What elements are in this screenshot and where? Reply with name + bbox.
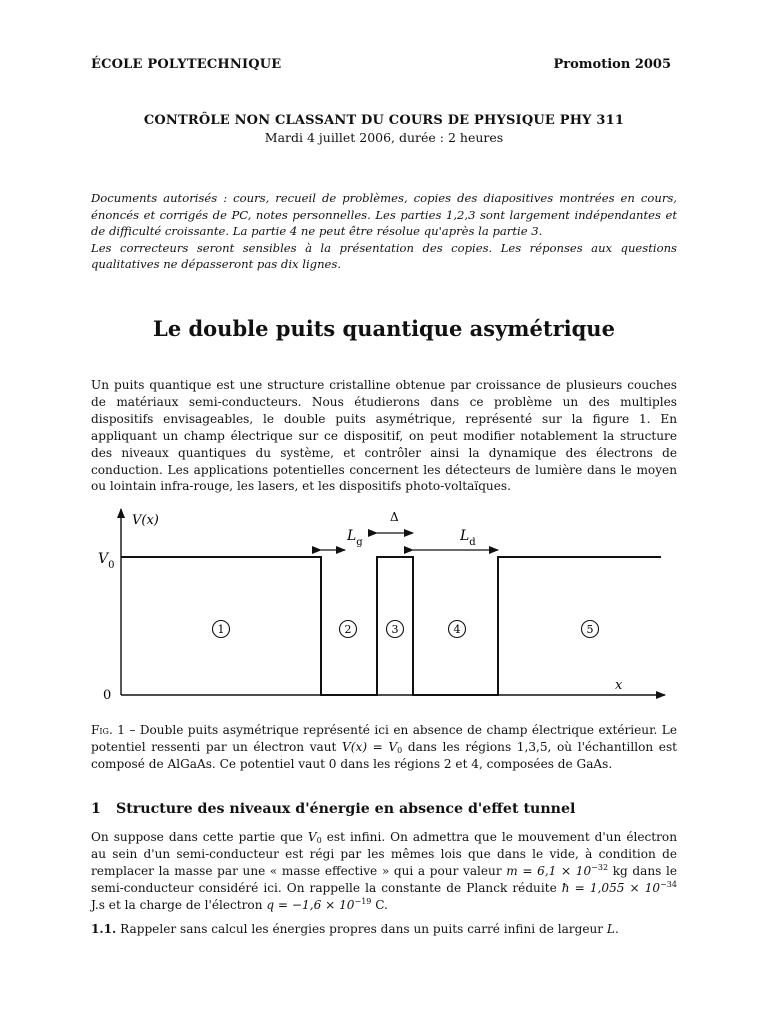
svg-text:1: 1: [217, 623, 225, 636]
lg-label: $L_g$: [347, 528, 363, 548]
svg-text:2: 2: [344, 623, 352, 636]
v0-label: $V_0$: [98, 551, 115, 571]
delta-label: Δ: [390, 510, 399, 524]
instructions-notice: [91, 190, 677, 273]
school-name: ÉCOLE POLYTECHNIQUE: [91, 57, 282, 72]
notice-line-1: Documents autorisés : cours, recueil de problèmes, copies des diapositives montrées en cours, énoncés et corrigés de PC, notes personnelles. Les parties 1,2,3 sont largement indépendantes et de difficulté croissante. La partie 4 ne peut être résolue qu'après la partie 3.: [91, 191, 677, 238]
region-5-marker: [582, 621, 599, 638]
section-1-heading: 1 Structure des niveaux d'énergie en absence d'effet tunnel: [91, 801, 576, 817]
section-1-paragraph: On suppose dans cette partie que $V_0$ est infini. On admettra que le mouvement d'un électron au sein d'un semi-conducteur est régi par les mêmes lois que dans le vide, à condition de remplacer la masse par une « masse effective » qui a pour valeur $m = 6,1 \times 10^{-32}$ kg dans le semi-conducteur considéré ici. On rappelle la constante de Planck réduite ħ = $1,055 \times 10^{-34}$ J.s et la charge de l'électron $q = -1,6 \times 10^{-19}$ C.: [91, 830, 678, 912]
question-1-1: 1.1. Rappeler sans calcul les énergies propres dans un puits carré infini de largeur L.: [91, 922, 619, 936]
y-axis-label: V(x): [132, 513, 159, 528]
region-4-marker: [449, 621, 466, 638]
ld-label: $L_d$: [460, 528, 476, 548]
svg-text:4: 4: [453, 623, 461, 636]
x-axis-label: x: [615, 678, 623, 693]
promotion: Promotion 2005: [553, 57, 671, 72]
svg-text:5: 5: [586, 623, 594, 636]
region-2-marker: [340, 621, 357, 638]
exam-title: CONTRÔLE NON CLASSANT DU COURS DE PHYSIQUE PHY 311: [143, 113, 625, 128]
zero-label: 0: [103, 688, 112, 703]
problem-title: Le double puits quantique asymétrique: [153, 316, 615, 341]
caption-prefix: Fig. 1: [91, 723, 125, 737]
region-1-marker: [213, 621, 230, 638]
exam-date: Mardi 4 juillet 2006, durée : 2 heures: [264, 130, 504, 145]
notice-line-2: Les correcteurs seront sensibles à la présentation des copies. Les réponses aux questions qualitatives ne dépasseront pas dix lignes.: [91, 240, 677, 271]
figure-caption: Fig. 1 – Double puits asymétrique représenté ici en absence de champ électrique extérieur. Le potentiel ressenti par un électron vaut $V(x) = V_0$ dans les régions 1,3,5, où l'échantillon est composé de AlGaAs. Ce potentiel vaut 0 dans les régions 2 et 4, composées de GaAs.: [91, 723, 678, 771]
potential-diagram: [88, 503, 678, 713]
intro-paragraph: Un puits quantique est une structure cristalline obtenue par croissance de plusieurs couches de matériaux semi-conducteurs. Nous étudierons dans ce problème un des multiples dispositifs envisageables, le double puits asymétrique, représenté sur la figure 1. En appliquant un champ électrique sur ce dispositif, on peut modifier notablement la structure des niveaux quantiques du système, et contrôler ainsi la dynamique des électrons de conduction. Les applications potentielles concernent les détecteurs de lumière dans le moyen ou lointain infra-rouge, les lasers, et les dispositifs photo-voltaïques.: [91, 378, 677, 494]
svg-text:3: 3: [391, 623, 399, 636]
region-3-marker: [387, 621, 404, 638]
